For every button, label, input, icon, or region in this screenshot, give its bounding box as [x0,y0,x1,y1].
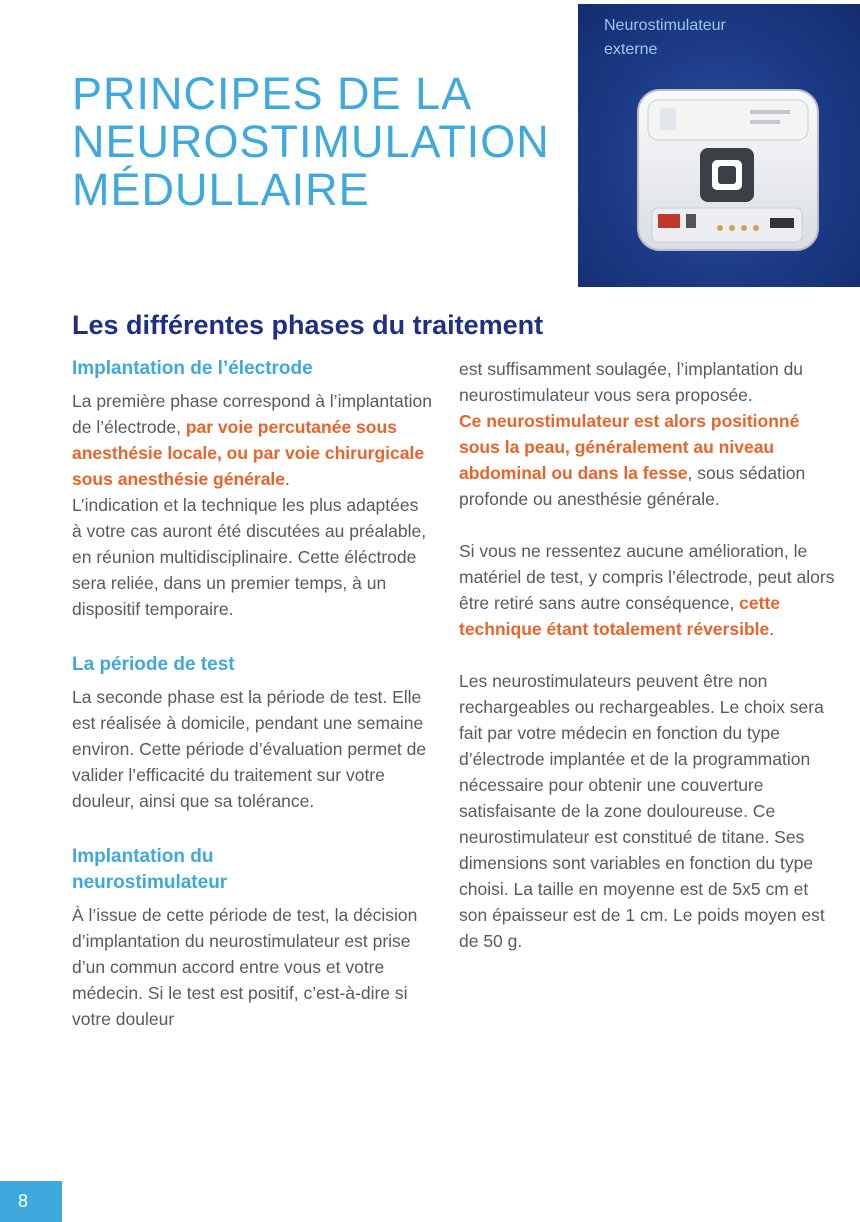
no-improvement-paragraph [459,538,839,642]
electrode-text: La première phase correspond à l’implantation de l’électrode, [72,391,432,437]
placement-after: , sous sédation profonde ou anesthésie générale. [459,463,806,509]
placement-highlight: Ce neurostimulateur est alors positionné sous la peau, généralement au niveau abdominal ou dans la fesse [459,411,800,483]
photo-caption-line-1: Neurostimulateur [604,17,726,34]
neurostimulator-paragraph-continued: est suffisamment soulagée, l’implantation du neurostimulateur vous sera proposée. [459,359,804,405]
page-title [72,70,550,214]
title-line-3: MÉDULLAIRE [72,164,370,215]
test-period-paragraph: La seconde phase est la période de test. Elle est réalisée à domicile, pendant une semaine environ. Cette période d’évaluation permet de valider l’efficacité du traitement sur votre douleur, ainsi que sa tolérance. [72,687,427,811]
electrode-paragraph-2: L’indication et la technique les plus adaptées à votre cas auront été discutées au préalable, en réunion multidisciplinaire. Cette éléctrode sera reliée, dans un premier temps, à un dispositif temporaire. [72,495,427,619]
electrode-end: . [285,469,290,489]
photo-caption-line-2: externe [604,41,658,58]
electrode-highlight: par voie percutanée sous anesthésie locale, ou par voie chirurgicale sous anesthésie générale [72,417,425,489]
reversible-highlight: cette technique étant totalement réversible [459,593,781,639]
section-title: Les différentes phases du traitement [72,310,544,340]
title-line-2: NEUROSTIMULATION [72,116,550,167]
title-line-1: PRINCIPES DE LA [72,68,473,119]
neurostimulator-paragraph-left: À l’issue de cette période de test, la décision d’implantation du neurostimulateur est prise d’un commun accord entre vous et votre médecin. Si le test est positif, c’est-à-dire si votre douleur [72,905,418,1029]
no-improvement-text: Si vous ne ressentez aucune amélioration, le matériel de test, y compris l’électrode, peut alors être retiré sans autre conséquence, [459,541,835,613]
heading-neurostimulator-line-1: Implantation du [72,846,214,867]
devices-paragraph: Les neurostimulateurs peuvent être non rechargeables ou rechargeables. Le choix sera fait par votre médecin en fonction du type d’électrode implantée et de la programmation nécessaire pour obtenir une couverture satisfaisante de la zone douloureuse. Ce neurostimulateur est constitué de titane. Ses dimensions sont variables en fonction du type choisi. La taille en moyenne est de 5x5 cm et son épaisseur est de 1 cm. Le poids moyen est de 50 g. [459,671,825,951]
left-column [72,356,432,1032]
heading-neurostimulator-line-2: neurostimulateur [72,872,228,893]
right-column [459,356,839,954]
device-photo [578,4,860,287]
external-neurostimulator-image [630,80,825,260]
heading-test-period: La période de test [72,654,235,675]
electrode-paragraph-1 [72,388,432,492]
no-improvement-end: . [769,619,775,639]
heading-neurostimulator-implant [72,844,432,896]
page-number: 8 [0,1181,62,1222]
photo-caption [604,14,726,62]
heading-electrode: Implantation de l’électrode [72,358,313,379]
neurostimulator-placement [459,408,839,512]
